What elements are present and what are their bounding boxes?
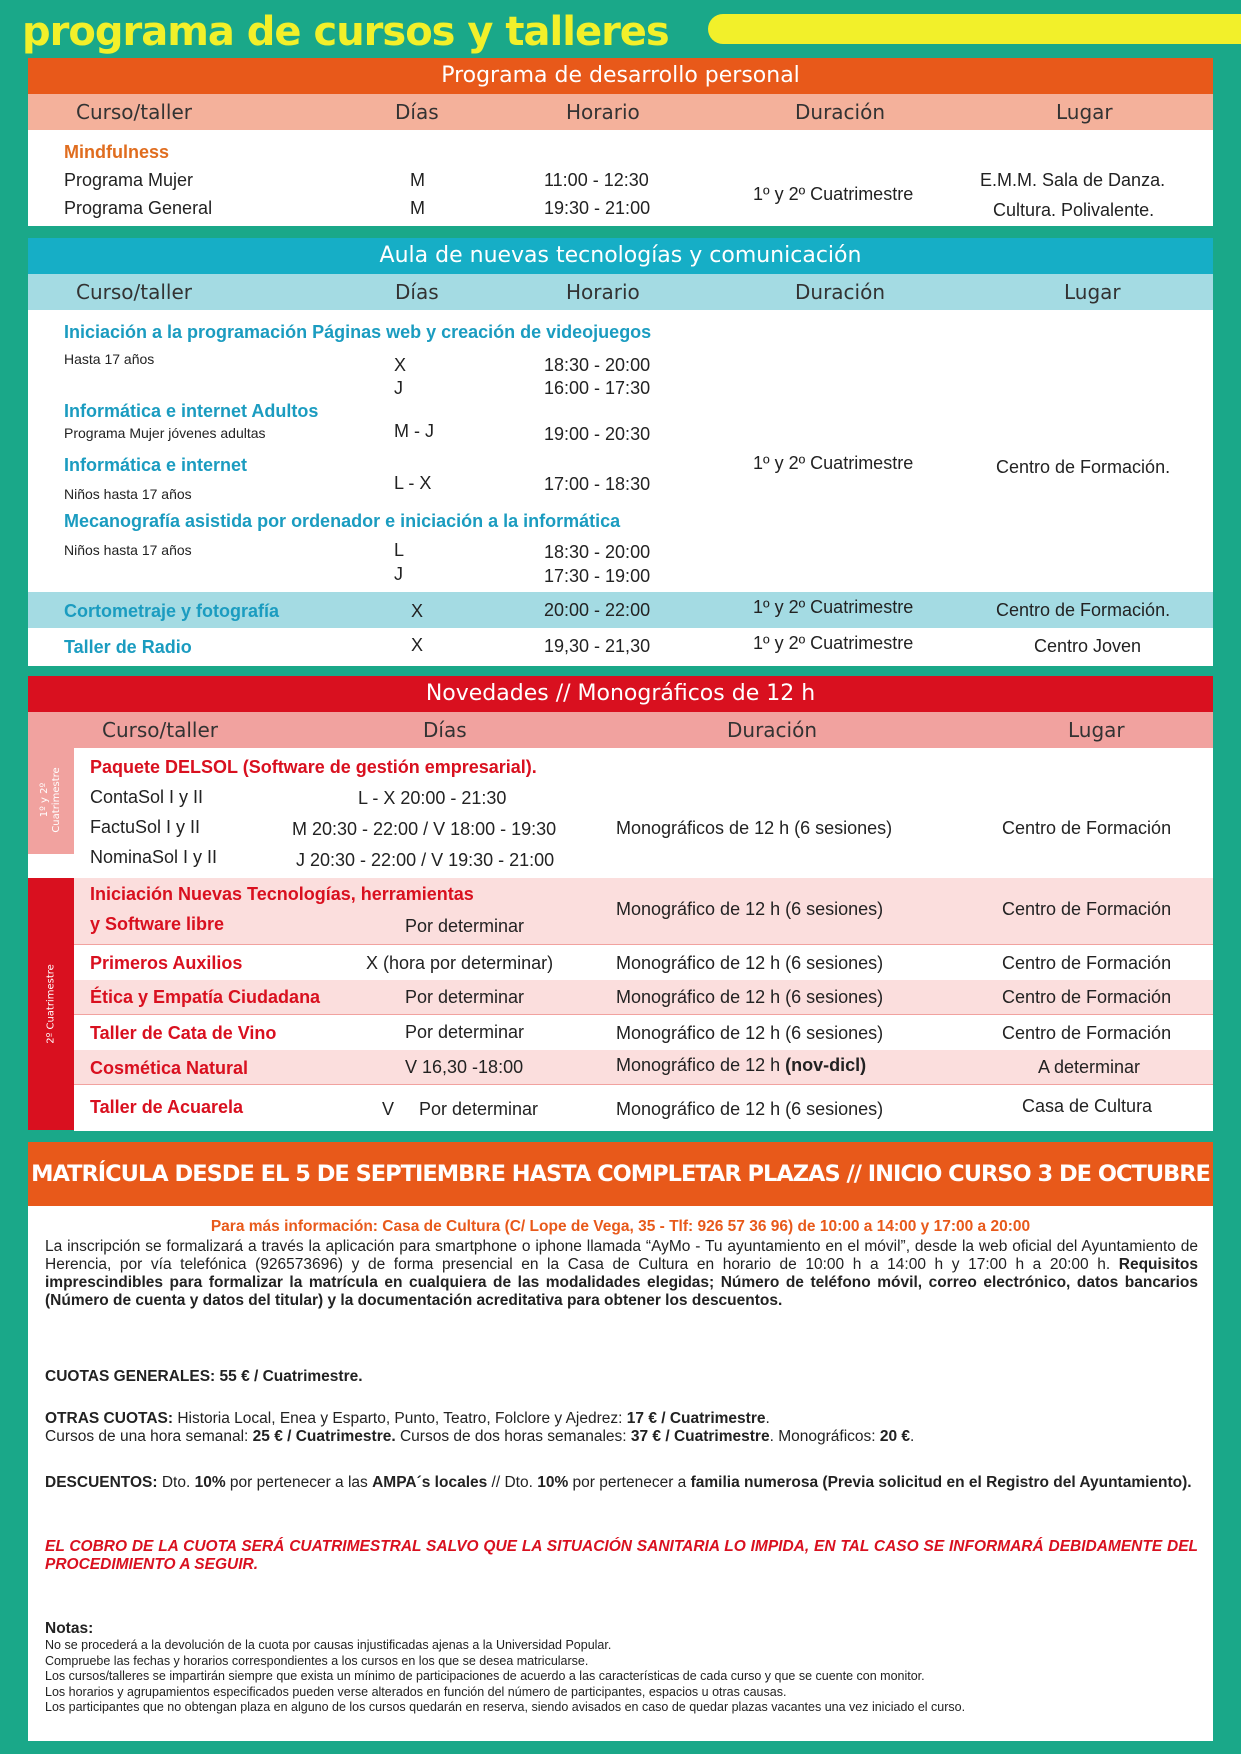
column-headers	[28, 94, 1213, 130]
course-dias: M 20:30 - 22:00 / V 18:00 - 19:30	[292, 819, 557, 839]
course-lugar: Centro de Formación	[1002, 987, 1172, 1007]
course-duracion: Monográfico de 12 h (6 sesiones)	[616, 953, 884, 973]
course-dias: L - X 20:00 - 21:30	[358, 788, 507, 808]
course-horario: 19,30 - 21,30	[544, 636, 651, 656]
course-title: Iniciación a la programación Páginas web y creación de videojuegos	[64, 322, 652, 342]
desc-text: por pertenecer a las	[225, 1474, 373, 1491]
warning-text: EL COBRO DE LA CUOTA SERÁ CUATRIMESTRAL SALVO QUE LA SITUACIÓN SANITARIA LO IMPIDA, EN TAL CASO SE INFORMARÁ DEBIDAMENTE DEL PROCEDIMIENTO A SEGUIR.	[45, 1538, 1198, 1573]
course-dias: Por determinar	[405, 1022, 525, 1042]
course-row-etica	[74, 980, 1213, 1014]
course-duracion: Monográfico de 12 h (6 sesiones)	[616, 1023, 884, 1043]
course-row: NominaSol I y II	[90, 847, 218, 867]
desc-text: Dto.	[157, 1474, 195, 1491]
contact-info: Para más información: Casa de Cultura (C/ Lope de Vega, 35 - Tlf: 926 57 36 96) de 10:00 a 14:00 y 17:00 a 20:00	[210, 1218, 1031, 1235]
nota-item: Los cursos/talleres se impartirán siempre que exista un mínimo de participaciones de acuerdo a las características de cada curso y que se cuente con monitor.	[45, 1669, 925, 1683]
course-dias: J	[394, 564, 403, 584]
nota-item: Compruebe las fechas y horarios correspondientes a los cursos en los que se desea matricularse.	[45, 1653, 589, 1668]
course-title: Taller de Radio	[64, 637, 192, 657]
course-lugar: Centro de Formación.	[996, 457, 1171, 477]
col-dias: Días	[423, 718, 467, 742]
course-sub: Programa Mujer jóvenes adultas	[64, 425, 266, 441]
course-title: Mecanografía asistida por ordenador e iniciación a la informática	[64, 511, 621, 531]
course-dias: Por determinar	[405, 987, 525, 1007]
course-lugar: Centro de Formación	[1002, 899, 1172, 919]
course-dias: Por determinar	[419, 1099, 539, 1119]
notas-list	[45, 1638, 1205, 1716]
section-header: Aula de nuevas tecnologías y comunicación	[28, 238, 1213, 274]
course-sub: Niños hasta 17 años	[64, 542, 192, 558]
course-title: Primeros Auxilios	[90, 953, 243, 973]
course-horario: 17:00 - 18:30	[544, 474, 651, 494]
hora1-text: Cursos de una hora semanal:	[45, 1428, 253, 1445]
course-horario: 19:00 - 20:30	[544, 424, 651, 444]
col-lugar: Lugar	[1068, 718, 1125, 742]
course-dias: Por determinar	[405, 916, 525, 936]
section-nuevas-tecnologias	[28, 238, 1213, 666]
side-label-2-cuatrimestre	[28, 878, 74, 1130]
nota-item: Los participantes que no obtengan plaza en alguno de los cursos quedarán en reserva, siendo avisados en caso de quedar plazas vacantes una vez iniciado el curso.	[45, 1700, 966, 1714]
section-novedades	[28, 676, 1213, 1130]
course-dias: X (hora por determinar)	[366, 953, 554, 973]
otras-text: Historia Local, Enea y Esparto, Punto, Teatro, Folclore y Ajedrez:	[173, 1410, 627, 1427]
course-title: Iniciación Nuevas Tecnologías, herramientas	[90, 884, 474, 904]
col-duracion: Duración	[795, 100, 886, 124]
inscription-paragraph	[45, 1238, 1198, 1310]
duracion-dates: (nov-dicl)	[785, 1055, 867, 1075]
descuentos	[45, 1474, 1198, 1492]
course-row-radio	[28, 628, 1213, 666]
course-dias: L - X	[394, 473, 432, 493]
course-duracion: 1º y 2º Cuatrimestre	[753, 633, 914, 653]
desc-text: por pertenecer a	[568, 1474, 691, 1491]
course-lugar: A determinar	[1038, 1057, 1141, 1077]
course-horario: 11:00 - 12:30	[544, 170, 649, 190]
column-headers	[28, 712, 1213, 748]
desc-percent: 10%	[537, 1474, 569, 1491]
course-duracion: 1º y 2º Cuatrimestre	[753, 184, 914, 204]
course-title: Paquete DELSOL (Software de gestión empresarial).	[90, 757, 537, 777]
course-title: Informática e internet Adultos	[64, 401, 319, 421]
course-lugar: Centro de Formación	[1002, 1023, 1172, 1043]
course-row: FactuSol I y II	[90, 817, 201, 837]
course-row: Programa General	[64, 198, 213, 218]
col-dias: Días	[395, 100, 439, 124]
course-dias: M	[410, 170, 425, 190]
course-horario: 16:00 - 17:30	[544, 378, 651, 398]
course-title: Taller de Acuarela	[90, 1097, 244, 1117]
course-lugar: Centro de Formación	[1002, 818, 1172, 838]
course-row-cata-vino	[74, 1014, 1213, 1050]
course-dias: X	[411, 601, 424, 621]
desc-text: // Dto.	[487, 1474, 538, 1491]
duracion-text: Monográfico de 12 h	[616, 1055, 786, 1075]
enrollment-banner: MATRÍCULA DESDE EL 5 DE SEPTIEMBRE HASTA COMPLETAR PLAZAS // INICIO CURSO 3 DE OCTUBRE	[28, 1142, 1213, 1206]
course-dias: L	[394, 540, 405, 560]
course-title: Ética y Empatía Ciudadana	[90, 987, 321, 1007]
col-dias: Días	[395, 280, 439, 304]
hora2-price: 37 € / Cuatrimestre	[630, 1428, 770, 1445]
course-title: Taller de Cata de Vino	[90, 1023, 277, 1043]
nota-item: No se procederá a la devolución de la cuota por causas injustificadas ajenas a la Universidad Popular.	[45, 1638, 612, 1652]
course-lugar: E.M.M. Sala de Danza.	[980, 170, 1166, 190]
side-label-text: 1º y 2º Cuatrimestre	[39, 767, 62, 833]
col-curso: Curso/taller	[76, 100, 192, 124]
course-lugar: Cultura. Polivalente.	[993, 200, 1155, 220]
side-label-1-2-cuatrimestre	[28, 712, 74, 854]
col-curso: Curso/taller	[102, 718, 218, 742]
course-lugar: Casa de Cultura	[1022, 1096, 1153, 1116]
course-row: ContaSol I y II	[90, 787, 204, 807]
col-curso: Curso/taller	[76, 280, 192, 304]
cuotas-generales: CUOTAS GENERALES: 55 € / Cuatrimestre.	[45, 1368, 363, 1385]
course-dias: V	[382, 1099, 395, 1119]
section-header: Novedades // Monográficos de 12 h	[28, 676, 1213, 712]
inscription-text: La inscripción se formalizará a través la aplicación para smartphone o iphone llamada “AyMo - Tu ayuntamiento en el móvil”, desde la web oficial del Ayuntamiento de Herencia, por vía telefónica (926573696) y de forma presencial en la Casa de Cultura en horario de 10:00 h a 14:00 h y 17:00 h a 20:00 h.	[45, 1238, 1198, 1273]
section-desarrollo-personal	[28, 58, 1213, 226]
desc-familia: familia numerosa (Previa solicitud en el Registro del Ayuntamiento).	[690, 1474, 1192, 1491]
course-lugar: Centro de Formación.	[996, 600, 1171, 620]
section-header: Programa de desarrollo personal	[28, 58, 1213, 94]
course-duracion: 1º y 2º Cuatrimestre	[753, 597, 914, 617]
nota-item: Los horarios y agrupamientos especificados pueden verse alterados en función del número de participantes, espacios u otras causas.	[45, 1684, 787, 1699]
course-dias: M - J	[394, 421, 434, 441]
course-lugar: Centro Joven	[1034, 636, 1142, 656]
title-bar-decoration	[708, 14, 1241, 44]
course-dias: V 16,30 -18:00	[405, 1057, 524, 1077]
col-duracion: Duración	[727, 718, 818, 742]
course-horario: 18:30 - 20:00	[544, 355, 651, 375]
page-title: programa de cursos y talleres	[22, 9, 669, 55]
otras-price: 17 € / Cuatrimestre	[626, 1410, 766, 1427]
desc-ampa: AMPA´s locales	[372, 1474, 488, 1491]
course-row-cosmetica	[74, 1050, 1213, 1084]
course-row-primeros-auxilios	[74, 944, 1213, 980]
hora2-text: Cursos de dos horas semanales:	[395, 1428, 631, 1445]
course-horario: 19:30 - 21:00	[544, 198, 651, 218]
course-horario: 17:30 - 19:00	[544, 566, 651, 586]
course-sub: Niños hasta 17 años	[64, 486, 192, 502]
course-horario: 18:30 - 20:00	[544, 542, 651, 562]
course-duracion: Monográfico de 12 h (6 sesiones)	[616, 1099, 884, 1119]
course-row: Programa Mujer	[64, 170, 194, 190]
course-duracion	[616, 1055, 866, 1076]
course-lugar: Centro de Formación	[1002, 953, 1172, 973]
course-dias: J	[394, 378, 403, 398]
otras-label: OTRAS CUOTAS:	[45, 1410, 174, 1427]
course-dias: X	[394, 355, 407, 375]
course-horario: 20:00 - 22:00	[544, 600, 651, 620]
course-title: Cosmética Natural	[90, 1058, 249, 1078]
course-title: Informática e internet	[64, 455, 248, 475]
col-horario: Horario	[566, 100, 640, 124]
col-lugar: Lugar	[1064, 280, 1121, 304]
otras-cuotas: OTRAS CUOTAS: Historia Local, Enea y Esparto, Punto, Teatro, Folclore y Ajedrez: 17 € / Cuatrimestre. Cursos de una hora semanal: 25 € / Cuatrimestre. Cursos de dos horas semanales: 37 € / Cuatrimestre. Monográficos: 20 €.	[45, 1410, 915, 1445]
course-duracion: Monográficos de 12 h (6 sesiones)	[616, 818, 893, 838]
course-title: Mindfulness	[64, 142, 170, 162]
course-row-nuevas-tec	[74, 878, 1213, 944]
course-row-acuarela	[74, 1084, 1213, 1131]
column-headers	[28, 274, 1213, 310]
course-duracion: Monográfico de 12 h (6 sesiones)	[616, 987, 884, 1007]
col-horario: Horario	[566, 280, 640, 304]
hora1-price: 25 € / Cuatrimestre.	[252, 1428, 396, 1445]
course-dias: X	[411, 635, 424, 655]
course-dias: J 20:30 - 22:00 / V 19:30 - 21:00	[296, 850, 555, 870]
course-sub: Hasta 17 años	[64, 351, 155, 367]
course-dias: M	[410, 198, 425, 218]
mono-text: . Monográficos:	[769, 1428, 880, 1445]
side-label-text: 2º Cuatrimestre	[45, 964, 57, 1044]
desc-label: DESCUENTOS:	[45, 1474, 158, 1491]
col-duracion: Duración	[795, 280, 886, 304]
mono-price: 20 €	[879, 1428, 911, 1445]
course-duracion: Monográfico de 12 h (6 sesiones)	[616, 899, 884, 919]
course-duracion: 1º y 2º Cuatrimestre	[753, 453, 914, 473]
desc-percent: 10%	[194, 1474, 226, 1491]
notas-title: Notas:	[45, 1620, 94, 1637]
course-row-cortometraje	[28, 592, 1213, 628]
course-title: Cortometraje y fotografía	[64, 601, 280, 621]
course-title: y Software libre	[90, 914, 225, 934]
requirements-text: Requisitos imprescindibles para formalizar la matrícula en cualquiera de las modalidades elegidas; Número de teléfono móvil, correo electrónico, datos bancarios (Número de cuenta y datos del titular) y la documentación acreditativa para obtener los descuentos.	[45, 1256, 1198, 1309]
col-lugar: Lugar	[1056, 100, 1113, 124]
